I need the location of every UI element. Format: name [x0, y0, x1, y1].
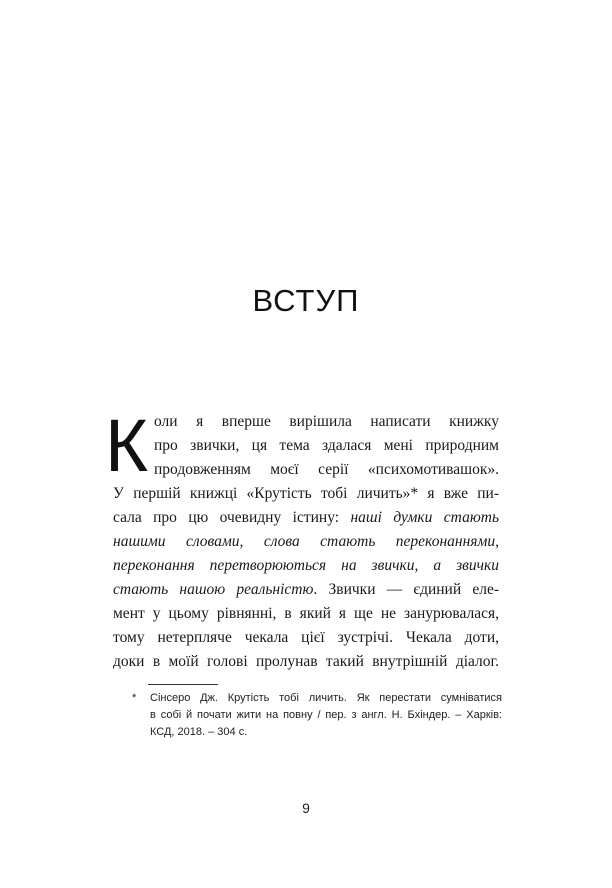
footnote-line: Сінсеро Дж. Крутість тобі личить. Як перестати сумніватися: [150, 692, 502, 704]
body-line: нашими словами, слова стають переконаннями,: [113, 533, 499, 550]
body-line: [113, 578, 499, 602]
page-number: 9: [302, 800, 310, 816]
body-line: оли я вперше вирішила написати книжку: [154, 413, 499, 430]
footnote-mark: *: [132, 692, 137, 704]
drop-cap: К: [105, 404, 149, 487]
body-line: про звички, ця тема здалася мені природним: [154, 437, 499, 454]
body-text-segment: сала про цю очевидну істину:: [113, 509, 351, 526]
footnote-line: КСД, 2018. – 304 с.: [150, 726, 248, 738]
body-line: доки в моїй голові пролунав такий внутрішній діалог.: [113, 653, 499, 670]
body-line: продовженням моєї серії «психомотивашок».: [154, 461, 499, 478]
body-line: [113, 506, 499, 530]
footnote-text: [150, 690, 502, 741]
body-line: тому нетерпляче чекала цієї зустрічі. Чекала доти,: [113, 629, 499, 646]
body-line: У першій книжці «Крутість тобі личить»* я вже пи-: [113, 485, 499, 502]
body-line: мент у цьому рівнянні, в який я ще не занурювалася,: [113, 605, 499, 622]
body-paragraph: [113, 410, 499, 674]
footnote: [132, 690, 502, 741]
body-text-segment: . Звички — єдиний еле-: [313, 581, 500, 598]
footnote-divider: [148, 684, 218, 685]
chapter-title: ВСТУП: [252, 283, 360, 318]
italic-text-segment: стають нашою реальністю: [113, 581, 314, 598]
italic-text-segment: наші думки стають: [350, 509, 499, 526]
body-line: переконання перетворюються на звички, а звички: [113, 557, 499, 574]
footnote-line: в собі й почати жити на повну / пер. з англ. Н. Бхіндер. – Харків:: [150, 709, 502, 721]
